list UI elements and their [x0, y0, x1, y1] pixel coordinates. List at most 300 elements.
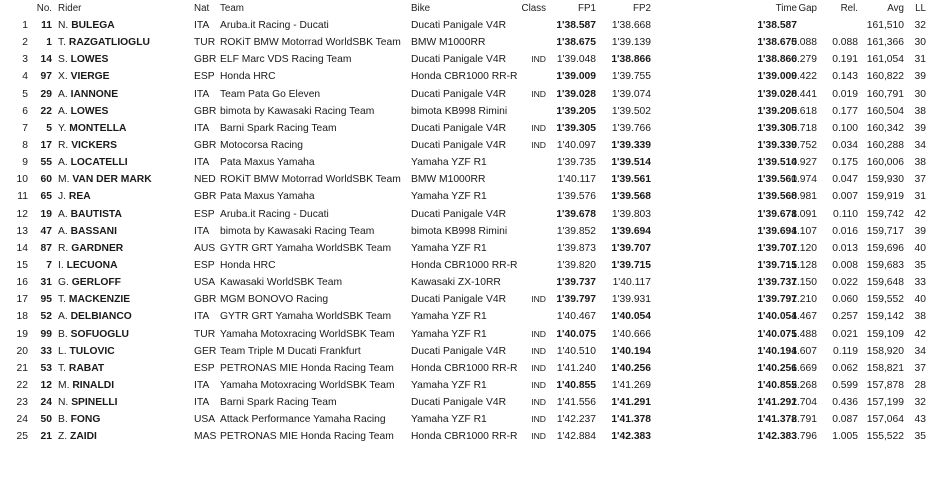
table-row	[0, 343, 943, 360]
time-cell: 1'38.866	[757, 54, 797, 66]
rider-surname: GERLOFF	[71, 277, 121, 289]
rider-cell	[58, 154, 128, 171]
table-row	[0, 411, 943, 428]
team-cell: MGM BONOVO Racing	[220, 294, 329, 306]
ll-cell: 38	[914, 311, 926, 323]
fp2-cell: 1'41.291	[611, 397, 651, 409]
nationality-cell: GBR	[194, 294, 217, 306]
fp2-cell: 1'39.803	[611, 208, 651, 220]
class-cell: IND	[531, 345, 546, 356]
rider-initial: M.	[58, 174, 70, 186]
rider-initial: L.	[58, 345, 67, 357]
header-no: No.	[36, 3, 52, 14]
avg-cell: 159,552	[866, 294, 904, 306]
header-fp2: FP2	[633, 3, 651, 14]
time-cell: 1'38.675	[757, 37, 797, 49]
position-cell: 1	[22, 20, 28, 31]
rel-cell: 0.177	[832, 105, 858, 117]
class-cell: IND	[531, 414, 546, 425]
ll-cell: 39	[914, 122, 926, 134]
nationality-cell: MAS	[194, 431, 217, 443]
table-row	[0, 326, 943, 343]
class-cell: IND	[531, 139, 546, 150]
fp1-cell: 1'39.305	[556, 122, 596, 134]
nationality-cell: ESP	[194, 362, 215, 374]
rel-cell: 0.008	[832, 259, 858, 271]
time-cell: 1'39.561	[757, 174, 797, 186]
fp1-cell: 1'39.009	[556, 71, 596, 83]
rider-cell	[58, 377, 114, 394]
avg-cell: 160,342	[866, 122, 904, 134]
table-row	[0, 274, 943, 291]
team-cell: bimota by Kawasaki Racing Team	[220, 105, 375, 117]
bike-cell: Ducati Panigale V4R	[411, 397, 507, 409]
position-cell: 16	[16, 277, 28, 289]
rider-initial: T.	[58, 294, 67, 306]
rider-cell	[58, 206, 122, 223]
fp1-cell: 1'39.735	[556, 157, 596, 169]
position-cell: 17	[16, 294, 28, 306]
nationality-cell: GBR	[194, 191, 217, 203]
team-cell: Barni Spark Racing Team	[220, 122, 337, 134]
position-cell: 21	[16, 362, 28, 374]
rider-cell	[58, 34, 150, 51]
time-cell: 1'39.715	[757, 259, 797, 271]
fp2-cell: 1'41.378	[611, 414, 651, 426]
table-row	[0, 377, 943, 394]
fp2-cell: 1'39.715	[611, 259, 651, 271]
time-cell: 1'41.378	[757, 414, 797, 426]
ll-cell: 28	[914, 379, 926, 391]
fp2-cell: 1'39.707	[611, 242, 651, 254]
position-cell: 23	[16, 397, 28, 409]
team-cell: ELF Marc VDS Racing Team	[220, 54, 352, 66]
number-cell: 17	[40, 139, 52, 151]
gap-cell: 2.704	[791, 397, 817, 409]
time-cell: 1'39.737	[757, 277, 797, 289]
nationality-cell: TUR	[194, 328, 216, 340]
nationality-cell: ESP	[194, 208, 215, 220]
number-cell: 95	[40, 294, 52, 306]
rider-cell	[58, 223, 117, 240]
bike-cell: Ducati Panigale V4R	[411, 294, 507, 306]
rider-surname: RINALDI	[72, 379, 115, 391]
gap-cell: 1.210	[791, 294, 817, 306]
avg-cell: 161,054	[866, 54, 904, 66]
fp2-cell: 1'39.339	[611, 139, 651, 151]
bike-cell: bimota KB998 Rimini	[411, 105, 508, 117]
rider-initial: A.	[58, 105, 68, 117]
ll-cell: 31	[914, 191, 926, 203]
position-cell: 5	[22, 88, 28, 100]
team-cell: Honda HRC	[220, 71, 276, 83]
position-cell: 22	[16, 379, 28, 391]
class-cell: IND	[531, 54, 546, 65]
fp1-cell: 1'39.048	[556, 54, 596, 66]
position-cell: 25	[16, 431, 28, 443]
rider-surname: LOWES	[70, 105, 109, 117]
rider-cell	[58, 257, 118, 274]
rider-cell	[58, 326, 129, 343]
number-cell: 11	[41, 20, 52, 31]
rider-initial: B.	[58, 328, 68, 340]
table-row	[0, 428, 943, 445]
position-cell: 3	[22, 54, 28, 66]
number-cell: 1	[46, 37, 52, 49]
rider-surname: RABAT	[68, 362, 105, 374]
rider-initial: A.	[58, 88, 68, 100]
ll-cell: 31	[914, 54, 926, 66]
nationality-cell: USA	[194, 277, 216, 289]
rider-surname: SOFUOGLU	[70, 328, 129, 340]
nationality-cell: ITA	[194, 379, 210, 391]
rel-cell: 0.119	[832, 345, 858, 357]
gap-cell: 1.467	[791, 311, 817, 323]
nationality-cell: NED	[194, 174, 216, 186]
rel-cell: 1.005	[832, 431, 858, 443]
gap-cell: 2.791	[791, 414, 817, 426]
time-cell: 1'39.797	[757, 294, 797, 306]
bike-cell: Ducati Panigale V4R	[411, 208, 507, 220]
position-cell: 19	[16, 328, 28, 340]
position-cell: 11	[17, 191, 28, 203]
class-cell: IND	[531, 294, 546, 305]
rider-initial: T.	[58, 37, 67, 49]
gap-cell: 1.150	[791, 277, 817, 289]
number-cell: 19	[40, 208, 52, 220]
avg-cell: 159,919	[866, 191, 904, 203]
gap-cell: 0.981	[791, 191, 817, 203]
rider-surname: FONG	[70, 414, 101, 426]
avg-cell: 161,510	[866, 20, 904, 31]
rider-surname: MACKENZIE	[68, 294, 131, 306]
rider-initial: A.	[58, 208, 68, 220]
team-cell: GYTR GRT Yamaha WorldSBK Team	[220, 242, 392, 254]
table-row	[0, 68, 943, 85]
fp1-cell: 1'41.556	[556, 397, 596, 409]
fp1-cell: 1'40.510	[556, 345, 596, 357]
nationality-cell: GER	[194, 345, 217, 357]
gap-cell: 1.607	[791, 345, 817, 357]
header-nat: Nat	[194, 3, 210, 14]
rel-cell: 0.599	[832, 379, 858, 391]
rider-initial: T.	[58, 362, 67, 374]
time-cell: 1'39.707	[757, 242, 797, 254]
team-cell: Yamaha Motoxracing WorldSBK Team	[220, 328, 395, 340]
table-row	[0, 240, 943, 257]
bike-cell: Yamaha YZF R1	[411, 311, 487, 323]
team-cell: bimota by Kawasaki Racing Team	[220, 225, 375, 237]
gap-cell: 2.268	[791, 379, 817, 391]
rider-cell	[58, 394, 118, 411]
fp2-cell: 1'39.766	[611, 122, 651, 134]
number-cell: 29	[40, 88, 52, 100]
team-cell: Aruba.it Racing - Ducati	[220, 20, 329, 31]
number-cell: 5	[46, 122, 52, 134]
header-bike: Bike	[411, 3, 431, 14]
gap-cell: 0.279	[791, 54, 817, 66]
avg-cell: 159,742	[866, 208, 904, 220]
rider-surname: LOWES	[70, 54, 109, 66]
avg-cell: 159,142	[866, 311, 904, 323]
table-row	[0, 257, 943, 274]
position-cell: 24	[16, 414, 28, 426]
bike-cell: Yamaha YZF R1	[411, 328, 487, 340]
bike-cell: Ducati Panigale V4R	[411, 54, 507, 66]
fp2-cell: 1'39.568	[611, 191, 651, 203]
nationality-cell: GBR	[194, 54, 217, 66]
nationality-cell: USA	[194, 414, 216, 426]
fp1-cell: 1'38.675	[556, 37, 596, 49]
nationality-cell: AUS	[194, 242, 216, 254]
nationality-cell: ITA	[194, 225, 210, 237]
table-row	[0, 206, 943, 223]
rider-cell	[58, 343, 115, 360]
fp1-cell: 1'39.205	[556, 105, 596, 117]
table-row	[0, 154, 943, 171]
ll-cell: 43	[914, 414, 926, 426]
rider-initial: I.	[58, 259, 64, 271]
avg-cell: 159,648	[866, 277, 904, 289]
class-cell: IND	[531, 328, 546, 339]
time-cell: 1'40.075	[757, 328, 797, 340]
rider-cell	[58, 291, 130, 308]
bike-cell: BMW M1000RR	[411, 37, 486, 49]
ll-cell: 39	[914, 71, 926, 83]
nationality-cell: TUR	[194, 37, 216, 49]
table-row	[0, 188, 943, 205]
bike-cell: Yamaha YZF R1	[411, 379, 487, 391]
rider-surname: REA	[68, 191, 91, 203]
header-gap: Gap	[798, 3, 817, 14]
bike-cell: Kawasaki ZX-10RR	[411, 277, 501, 289]
position-cell: 8	[22, 139, 28, 151]
nationality-cell: ITA	[194, 20, 210, 31]
rel-cell: 0.436	[832, 397, 858, 409]
table-row	[0, 120, 943, 137]
rider-surname: VICKERS	[71, 139, 117, 151]
bike-cell: Ducati Panigale V4R	[411, 122, 507, 134]
rider-cell	[58, 68, 110, 85]
time-cell: 1'42.383	[757, 431, 797, 443]
header-avg: Avg	[887, 3, 904, 14]
time-cell: 1'40.054	[757, 311, 797, 323]
bike-cell: Ducati Panigale V4R	[411, 139, 507, 151]
number-cell: 55	[40, 157, 52, 169]
position-cell: 14	[16, 242, 28, 254]
gap-cell: 3.796	[791, 431, 817, 443]
rider-initial: S.	[58, 54, 68, 66]
fp1-cell: 1'39.873	[556, 242, 596, 254]
team-cell: PETRONAS MIE Honda Racing Team	[220, 431, 394, 443]
gap-cell: 0.618	[791, 105, 817, 117]
rider-surname: SPINELLI	[71, 397, 118, 409]
fp2-cell: 1'39.931	[611, 294, 651, 306]
nationality-cell: ITA	[194, 397, 210, 409]
number-cell: 21	[40, 431, 52, 443]
rel-cell: 0.191	[832, 54, 858, 66]
fp1-cell: 1'40.855	[556, 379, 596, 391]
table-row	[0, 291, 943, 308]
table-row	[0, 308, 943, 325]
position-cell: 12	[16, 208, 28, 220]
nationality-cell: GBR	[194, 139, 217, 151]
rider-surname: RAZGATLIOGLU	[68, 37, 150, 49]
rider-cell	[58, 17, 115, 34]
rider-surname: LOCATELLI	[70, 157, 128, 169]
bike-cell: Ducati Panigale V4R	[411, 345, 507, 357]
rider-cell	[58, 360, 104, 377]
number-cell: 14	[40, 54, 52, 66]
number-cell: 53	[40, 362, 52, 374]
rider-initial: A.	[58, 157, 68, 169]
rider-surname: TULOVIC	[69, 345, 115, 357]
avg-cell: 160,822	[866, 71, 904, 83]
avg-cell: 159,683	[866, 259, 904, 271]
fp1-cell: 1'42.237	[556, 414, 596, 426]
ll-cell: 35	[914, 259, 926, 271]
ll-cell: 38	[914, 105, 926, 117]
fp1-cell: 1'39.820	[556, 259, 596, 271]
header-ll: LL	[915, 3, 926, 14]
rider-surname: GARDNER	[71, 242, 124, 254]
fp2-cell: 1'39.694	[611, 225, 651, 237]
rider-cell	[58, 188, 91, 205]
gap-cell: 0.927	[791, 157, 817, 169]
rider-surname: BAUTISTA	[70, 208, 122, 220]
rider-initial: X.	[58, 71, 68, 83]
table-header	[0, 0, 943, 17]
fp2-cell: 1'41.269	[611, 379, 651, 391]
avg-cell: 159,109	[866, 328, 904, 340]
fp2-cell: 1'40.666	[611, 328, 651, 340]
team-cell: Kawasaki WorldSBK Team	[220, 277, 343, 289]
gap-cell: 1.128	[791, 259, 817, 271]
table-row	[0, 171, 943, 188]
rider-cell	[58, 171, 152, 188]
gap-cell: 0.088	[791, 37, 817, 49]
nationality-cell: ITA	[194, 122, 210, 134]
fp2-cell: 1'40.194	[611, 345, 651, 357]
rider-cell	[58, 240, 123, 257]
time-cell: 1'40.855	[757, 379, 797, 391]
rider-cell	[58, 411, 100, 428]
fp2-cell: 1'42.383	[611, 431, 651, 443]
rel-cell: 0.021	[832, 328, 858, 340]
bike-cell: Yamaha YZF R1	[411, 191, 487, 203]
rel-cell: 0.062	[832, 362, 858, 374]
avg-cell: 158,821	[866, 362, 904, 374]
avg-cell: 159,717	[866, 225, 904, 237]
rider-cell	[58, 308, 132, 325]
time-cell: 1'39.009	[757, 71, 797, 83]
number-cell: 65	[40, 191, 52, 203]
position-cell: 2	[22, 37, 28, 49]
rel-cell: 0.087	[832, 414, 858, 426]
rider-cell	[58, 274, 121, 291]
fp1-cell: 1'39.678	[556, 208, 596, 220]
fp1-cell: 1'39.737	[556, 277, 596, 289]
ll-cell: 38	[914, 157, 926, 169]
table-row	[0, 86, 943, 103]
rider-surname: BASSANI	[70, 225, 117, 237]
time-cell: 1'41.291	[757, 397, 797, 409]
fp2-cell: 1'39.514	[611, 157, 651, 169]
number-cell: 24	[40, 397, 52, 409]
gap-cell: 1.120	[791, 242, 817, 254]
rel-cell: 0.047	[832, 174, 858, 186]
bike-cell: Yamaha YZF R1	[411, 414, 487, 426]
header-time: Time	[775, 3, 797, 14]
rider-initial: A.	[58, 311, 68, 323]
gap-cell: 0.422	[791, 71, 817, 83]
avg-cell: 161,366	[866, 37, 904, 49]
nationality-cell: GBR	[194, 105, 217, 117]
rider-initial: A.	[58, 225, 68, 237]
ll-cell: 30	[914, 37, 926, 49]
fp1-cell: 1'39.576	[556, 191, 596, 203]
ll-cell: 40	[914, 294, 926, 306]
time-cell: 1'39.514	[757, 157, 797, 169]
bike-cell: Ducati Panigale V4R	[411, 88, 507, 100]
team-cell: Team Triple M Ducati Frankfurt	[220, 345, 361, 357]
rel-cell: 0.143	[832, 71, 858, 83]
table-row	[0, 103, 943, 120]
bike-cell: Honda CBR1000 RR-R	[411, 259, 518, 271]
rel-cell: 0.034	[832, 139, 858, 151]
ll-cell: 35	[914, 431, 926, 443]
ll-cell: 33	[914, 277, 926, 289]
table-row	[0, 223, 943, 240]
rider-initial: J.	[58, 191, 67, 203]
ll-cell: 37	[914, 174, 926, 186]
number-cell: 33	[40, 345, 52, 357]
number-cell: 22	[40, 105, 52, 117]
rider-surname: ZAIDI	[70, 431, 97, 443]
ll-cell: 34	[914, 345, 926, 357]
gap-cell: 1.669	[791, 362, 817, 374]
position-cell: 15	[16, 259, 28, 271]
position-cell: 13	[16, 225, 28, 237]
header-rider: Rider	[58, 3, 82, 14]
rider-surname: BULEGA	[71, 20, 115, 31]
position-cell: 18	[16, 311, 28, 323]
rel-cell: 0.175	[832, 157, 858, 169]
rider-surname: LECUONA	[66, 259, 118, 271]
fp1-cell: 1'40.075	[556, 328, 596, 340]
gap-cell: 1.091	[791, 208, 817, 220]
fp1-cell: 1'40.097	[556, 139, 596, 151]
header-rel: Rel.	[840, 3, 858, 14]
time-cell: 1'39.694	[757, 225, 797, 237]
fp1-cell: 1'41.240	[556, 362, 596, 374]
ll-cell: 37	[914, 362, 926, 374]
rel-cell: 0.016	[832, 225, 858, 237]
avg-cell: 160,006	[866, 157, 904, 169]
number-cell: 87	[40, 242, 52, 254]
rider-initial: Y.	[58, 122, 67, 134]
ll-cell: 30	[914, 88, 926, 100]
table-row	[0, 394, 943, 411]
rel-cell: 0.088	[832, 37, 858, 49]
time-cell: 1'39.339	[757, 139, 797, 151]
fp2-cell: 1'40.054	[611, 311, 651, 323]
team-cell: Pata Maxus Yamaha	[220, 191, 315, 203]
position-cell: 20	[16, 345, 28, 357]
bike-cell: Yamaha YZF R1	[411, 157, 487, 169]
gap-cell: 1.488	[791, 328, 817, 340]
fp1-cell: 1'40.117	[557, 174, 596, 186]
